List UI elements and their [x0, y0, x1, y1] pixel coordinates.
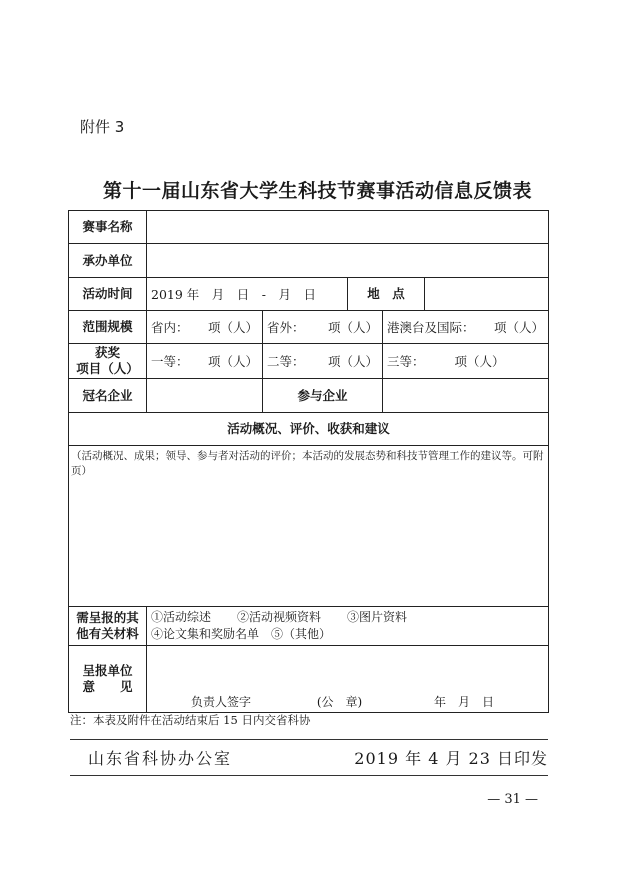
opinion-label-line2: 意 见 — [82, 679, 133, 694]
awards-label-line1: 获奖 — [94, 345, 120, 360]
unit-label: 项（人） — [494, 320, 545, 335]
summary-field[interactable] — [69, 446, 549, 607]
unit-label: 项（人） — [327, 354, 378, 369]
award-first-field[interactable] — [147, 344, 263, 379]
signature-label: 负责人签字 — [191, 695, 252, 709]
unit-label: 项（人） — [207, 320, 258, 335]
footnote: 注：本表及附件在活动结束后 15 日内交省科协 — [70, 713, 311, 727]
materials-label-line2: 他有关材料 — [76, 626, 139, 641]
material-item[interactable]: ③图片资料 — [347, 610, 408, 624]
scope-in-province-field[interactable] — [147, 311, 263, 344]
unit-label: 项（人） — [454, 354, 505, 369]
material-item[interactable]: ⑤（其他） — [271, 627, 332, 641]
award-third-field[interactable] — [383, 344, 549, 379]
materials-label — [69, 607, 147, 646]
award-second-label: 二等： — [267, 354, 305, 369]
location-label: 地 点 — [348, 278, 425, 311]
unit-label: 项（人） — [327, 320, 378, 335]
material-item[interactable]: ②活动视频资料 — [237, 610, 322, 624]
unit-label: 项（人） — [207, 354, 258, 369]
summary-hint: （活动概况、成果；领导、参与者对活动的评价；本活动的发展态势和科技节管理工作的建议等。可附页） — [71, 450, 544, 477]
participating-field[interactable] — [383, 379, 549, 413]
material-item[interactable]: ①活动综述 — [151, 610, 212, 624]
divider — [70, 739, 548, 740]
attachment-label: 附件 3 — [80, 118, 125, 136]
location-field[interactable] — [425, 278, 549, 311]
opinion-label — [69, 646, 147, 713]
award-first-label: 一等： — [151, 354, 189, 369]
title-sponsor-label: 冠名企业 — [69, 379, 147, 413]
materials-list — [147, 607, 549, 646]
scope-in-province-label: 省内： — [151, 320, 189, 335]
award-third-label: 三等： — [387, 354, 425, 369]
scope-international-field[interactable] — [383, 311, 549, 344]
scope-out-province-field[interactable] — [263, 311, 383, 344]
page-number: — 31 — — [487, 792, 538, 807]
scope-international-label: 港澳台及国际： — [387, 320, 475, 335]
materials-label-line1: 需呈报的其 — [76, 610, 139, 625]
event-name-field[interactable] — [147, 211, 549, 244]
awards-label — [69, 344, 147, 379]
title-sponsor-field[interactable] — [147, 379, 263, 413]
award-second-field[interactable] — [263, 344, 383, 379]
opinion-field[interactable] — [147, 646, 549, 713]
feedback-form — [68, 210, 549, 713]
organizer-field[interactable] — [147, 244, 549, 278]
participating-label: 参与企业 — [263, 379, 383, 413]
time-label: 活动时间 — [69, 278, 147, 311]
material-item[interactable]: ④论文集和奖励名单 — [151, 627, 260, 641]
awards-label-line2: 项目（人） — [76, 361, 139, 376]
date-label: 年 月 日 — [434, 695, 495, 709]
event-name-label: 赛事名称 — [69, 211, 147, 244]
divider — [70, 775, 548, 776]
scope-label: 范围规模 — [69, 311, 147, 344]
issued-date: 2019 年 4 月 23 日印发 — [354, 749, 548, 768]
opinion-label-line1: 呈报单位 — [82, 663, 133, 678]
seal-label: (公 章) — [316, 695, 363, 709]
issuer: 山东省科协办公室 — [88, 749, 233, 768]
time-field[interactable]: 2019 年 月 日 - 月 日 — [147, 278, 348, 311]
form-title: 第十一届山东省大学生科技节赛事活动信息反馈表 — [102, 180, 532, 202]
organizer-label: 承办单位 — [69, 244, 147, 278]
summary-header: 活动概况、评价、收获和建议 — [69, 413, 549, 446]
scope-out-province-label: 省外： — [267, 320, 305, 335]
